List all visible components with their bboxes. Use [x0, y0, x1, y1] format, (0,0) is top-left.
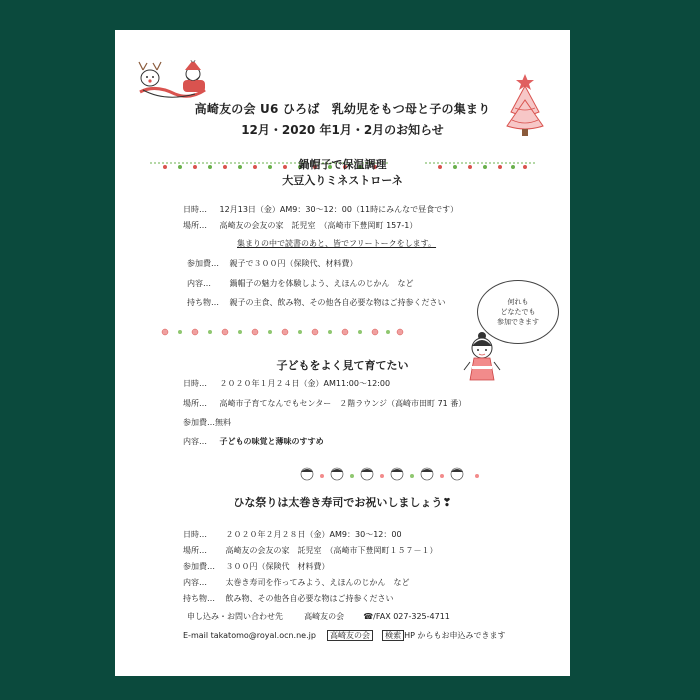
garland-divider-2: [155, 326, 405, 338]
place-label: 場所…: [183, 546, 207, 555]
org-name: 高崎友の会: [304, 612, 345, 621]
page-subtitle: 12月・2020 年1月・2月のお知らせ: [241, 123, 444, 137]
fee-label: 参加費…: [183, 418, 215, 427]
reindeer-santa-illustration: [135, 60, 220, 105]
email-address[interactable]: E-mail takatomo@royal.ocn.ne.jp: [183, 631, 316, 640]
fee-label: 参加費…: [187, 259, 219, 268]
section1-date-row: [183, 205, 458, 215]
section1-place-row: [183, 221, 417, 231]
bring-value: 飲み物、その他各自必要な物はご持参ください: [225, 594, 394, 603]
section3-title: ひな祭りは太巻き寿司でお祝いしましょう❣: [233, 496, 452, 509]
section1-fee-row: [187, 259, 358, 269]
section2-date-row: [183, 379, 390, 389]
flyer-page: [115, 30, 570, 676]
section1-note: 集まりの中で読書のあと、皆でフリートークをします。: [237, 239, 437, 248]
date-value: ２０２０年２月２８日（金）AM9：30～12：00: [225, 530, 402, 539]
place-value: 高崎友の会友の家 託児室 （高崎市下豊岡町 157-1）: [219, 221, 418, 230]
section3-bring-row: [183, 594, 394, 604]
section2-title: 子どもをよく見て育てたい: [276, 359, 409, 372]
section3-date-row: [183, 530, 402, 540]
place-value: 高崎市子育てなんでもセンター ２階ラウンジ（高崎市田町 71 番）: [219, 399, 467, 408]
fee-value: 無料: [215, 418, 231, 427]
section2-place-row: [183, 399, 466, 409]
content-value: 鍋帽子の魅力を体験しよう、えほんのじかん など: [229, 279, 414, 288]
footer-contact-row: [187, 612, 450, 622]
section1-content-row: [187, 279, 414, 289]
hp-text: HP からもお申込みできます: [404, 631, 506, 640]
section2-content-row: [183, 437, 324, 447]
bubble-line-1: 何れも: [507, 298, 529, 306]
date-label: 日時…: [183, 530, 207, 539]
tel-fax: ☎/FAX 027-325-4711: [363, 612, 450, 621]
section1-title-a: 鍋帽子で保温調理: [298, 158, 387, 171]
bring-value: 親子の主食、飲み物、その他各自必要な物はご持参ください: [229, 298, 446, 307]
search-term-box: 高崎友の会: [327, 630, 373, 641]
section3-content-row: [183, 578, 410, 588]
section2-fee-row: [183, 418, 231, 428]
section3-place-row: [183, 546, 438, 556]
bring-label: 持ち物…: [183, 594, 215, 603]
content-value: 子どもの味覚と薄味のすすめ: [219, 437, 324, 446]
content-label: 内容…: [183, 437, 207, 446]
contact-label: 申し込み・お問い合わせ先: [187, 612, 283, 621]
footer-email-row: [183, 631, 506, 641]
bubble-line-2: どなたでも: [500, 308, 536, 316]
bubble-line-3: 参加できます: [497, 318, 539, 326]
kids-faces-divider: [297, 466, 487, 482]
page-title: 高崎友の会 U6 ひろば 乳幼児をもつ母と子の集まり: [194, 102, 491, 116]
date-value: 12月13日（金）AM9：30～12：00（11時にみんなで昼食です）: [219, 205, 459, 214]
search-button[interactable]: 検索: [382, 630, 404, 641]
content-label: 内容…: [187, 279, 211, 288]
date-label: 日時…: [183, 379, 207, 388]
section3-fee-row: [183, 562, 330, 572]
place-label: 場所…: [183, 399, 207, 408]
place-label: 場所…: [183, 221, 207, 230]
content-value: 太巻き寿司を作ってみよう、えほんのじかん など: [225, 578, 410, 587]
fee-value: ３００円（保険代 材料費）: [225, 562, 330, 571]
section1-bring-row: [187, 298, 446, 308]
fee-label: 参加費…: [183, 562, 215, 571]
content-label: 内容…: [183, 578, 207, 587]
fee-value: 親子で３００円（保険代、材料費）: [229, 259, 358, 268]
date-value: ２０２０年１月２４日（金）AM11:00～12:00: [219, 379, 391, 388]
section1-title-b: 大豆入りミネストローネ: [282, 174, 403, 187]
place-value: 高崎友の会友の家 託児室 （高崎市下豊岡町１５７－１）: [225, 546, 438, 555]
date-label: 日時…: [183, 205, 207, 214]
bring-label: 持ち物…: [187, 298, 219, 307]
